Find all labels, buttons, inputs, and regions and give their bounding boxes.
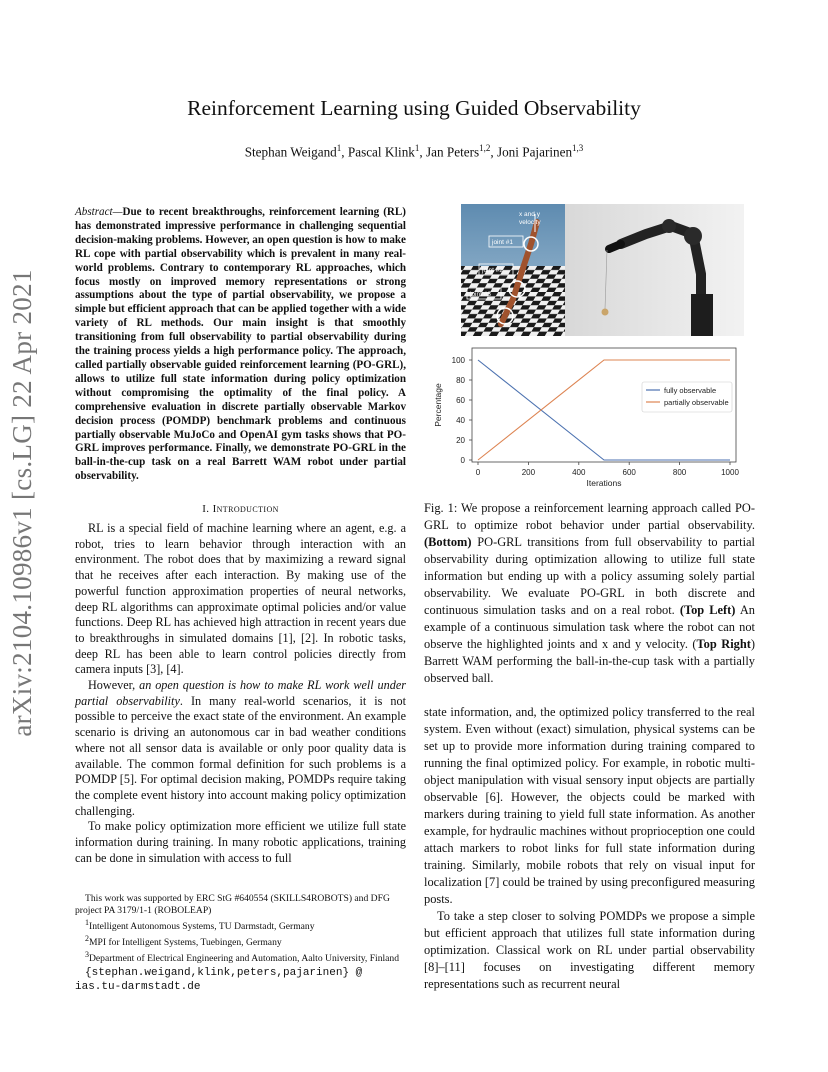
author-affiliation: 1 xyxy=(414,143,420,153)
paragraph: To make policy optimization more efficient we utilize full state information during training. In many robotic applications, training can be done in simulation with access to full xyxy=(75,819,406,865)
paragraph-text: However, xyxy=(88,678,140,693)
paragraph: RL is a special field of machine learning where an agent, e.g. a robot, tries to learn behavior through interaction with an environment. The robot does that by maximizing a reward signal that he receives after each interaction. By making use of the powerful function approximation properties of neural networks, deep RL algorithms can approximate optimal policies and/or value functions. Deep RL has achieved high attraction in recent years due to breakthroughs in simulated domains [1], [2]. In robotic tasks, deep RL has been able to learn control policies directly from camera inputs [3], [4]. xyxy=(75,521,406,677)
abstract xyxy=(75,206,406,484)
abstract-lead: Abstract— xyxy=(75,206,123,218)
section-title: Introduction xyxy=(212,503,279,515)
x-tick-label: 0 xyxy=(475,468,481,477)
label-joint-1: joint #1 xyxy=(492,239,513,246)
x-tick-label: 400 xyxy=(572,468,586,477)
abstract-text: Due to recent breakthroughs, reinforcement learning (RL) has demonstrated impressive performance in challenging sequential decision-making problems. However, an open question is how to make RL cope with partial observability which is prevalent in many real-world problems. Contrary to contemporary RL approaches, which focus mostly on improved memory representations or strong assumptions about the type of partial observability, we propose a simple but efficient approach that can be applied together with a wide variety of RL methods. Our main insight is that smoothly transitioning from full observability to partial observability during the training process yields a high performance policy. The approach, called partially observable guided reinforcement learning (PO-GRL), allows to utilize full state information during policy optimization without compromising the optimality of the final policy. A comprehensive evaluation in discrete partially observable Markov decision process (POMDP) benchmark problems and continuous partially observable MuJoCo and OpenAI gym tasks shows that PO-GRL improves performance. Finally, we demonstrate PO-GRL in the ball-in-the-cup task on a real Barrett WAM robot under partial observability. xyxy=(75,206,406,483)
legend-label: partially observable xyxy=(664,398,729,407)
footnote-affiliation: $^2$MPI for Intelligent Systems, Tuebingen, Germany xyxy=(85,934,282,949)
paragraph: state information, and, the optimized policy transferred to the real system. Even without (exact) simulation, physical systems can be set up to provide more information during training compared to running the final optimized policy. For example, in robotic multi-object manipulation with visual sensory input objects are partially observable [6]. However, the objects could be marked with markers during training to yield full state information. As another example, for hydraulic machines without proprioception one could attach markers to robot links for full state information during training. Similarly, mobile robots that rely on visual input for localization [7] could be trained by using preconfigured measuring posts. xyxy=(424,705,756,906)
y-tick-label: 20 xyxy=(456,436,465,445)
x-axis-label: Iterations xyxy=(586,478,622,488)
paper-title: Reinforcement Learning using Guided Observability xyxy=(187,96,641,120)
author-affiliation: 1 xyxy=(336,143,342,153)
footnote-text: Department of Electrical Engineering and Automation, Aalto University, Finland xyxy=(89,953,400,965)
footnotes xyxy=(75,893,406,994)
caption-bold: (Top Left) xyxy=(679,603,736,617)
x-tick-label: 800 xyxy=(672,468,687,477)
x-tick-label: 1000 xyxy=(721,468,739,477)
footnote-email: ias.tu-darmstadt.de xyxy=(75,980,201,993)
arxiv-sidebar-stamp: arXiv:2104.10986v1 [cs.LG] 22 Apr 2021 xyxy=(7,269,37,737)
caption-bold: (Bottom) xyxy=(424,535,472,549)
label-velocity: velocity xyxy=(519,219,541,226)
caption-text: ) Barrett WAM performing the ball-in-the-cup task with a partially observed ball. xyxy=(424,637,755,685)
x-tick-label: 600 xyxy=(622,468,636,477)
emphasized-text: an open question is how to make RL work well under partial observability xyxy=(75,678,406,708)
author-name: Joni Pajarinen xyxy=(496,144,573,160)
author-name: Jan Peters xyxy=(426,144,480,160)
author-list: Stephan Weigand$^1$, Pascal Klink$^1$, Jan Peters$^{1,2}$, Joni Pajarinen$^{1,3}$ xyxy=(244,143,584,160)
author-name: Stephan Weigand xyxy=(244,144,337,160)
caption-bold: Top Right xyxy=(696,637,751,651)
footnote-text: Intelligent Autonomous Systems, TU Darmstadt, Germany xyxy=(89,921,315,933)
observability-chart xyxy=(424,340,744,495)
footnote-email: {stephan.weigand,klink,peters,pajarinen} @ xyxy=(85,966,363,979)
y-axis-label: Percentage xyxy=(433,383,443,427)
label-velocity: x and y xyxy=(519,211,540,218)
section-number: I. xyxy=(202,503,210,515)
figure-photos xyxy=(461,204,744,336)
y-tick-label: 100 xyxy=(451,356,465,365)
y-tick-label: 0 xyxy=(460,456,465,465)
y-tick-label: 60 xyxy=(456,396,465,405)
label-joint-3: joint #3 xyxy=(470,291,491,298)
caption-text: Fig. 1: We propose a reinforcement learning approach called PO-GRL to optimize robot behavior under partial observability. xyxy=(424,501,755,532)
footnote-support: This work was supported by ERC StG #640554 (SKILLS4ROBOTS) and DFG project PA 3179/1-1 (ROBOLEAP) xyxy=(75,893,390,916)
author-name: Pascal Klink xyxy=(347,144,415,160)
chart-legend xyxy=(642,382,732,412)
chart-axes xyxy=(433,348,739,488)
paragraph xyxy=(75,678,406,819)
legend-label: fully observable xyxy=(664,386,717,395)
y-tick-label: 40 xyxy=(456,416,465,425)
robot-photo xyxy=(565,204,744,336)
section-heading-introduction xyxy=(75,503,406,515)
author-affiliation: 1,3 xyxy=(572,143,584,153)
footnote-affiliation: $^1$Intelligent Autonomous Systems, TU Darmstadt, Germany xyxy=(85,918,315,933)
footnote-text: MPI for Intelligent Systems, Tuebingen, Germany xyxy=(89,937,282,949)
footnote-affiliation: $^3$Department of Electrical Engineering and Automation, Aalto University, Finland xyxy=(85,950,400,965)
author-affiliation: 1,2 xyxy=(479,143,491,153)
paragraph-text: . In many real-world scenarios, it is not possible to perceive the exact state of the environment. An example scenario is driving an autonomous car in bad weather conditions where not all sensor data is available or only poor quality data is available. The common formal definition for such problems is a POMDP [5]. For optimal decision making, POMDPs require taking the complete event history into account making policy optimization challenging. xyxy=(75,693,406,818)
caption-text: An example of a continuous simulation task where the robot can not observe the highlighted joints and x and y velocity. ( xyxy=(424,603,755,651)
caption-text: PO-GRL transitions from full observability to partial observability during optimization allowing to utilize full state information but ending up with a policy assuming solely partial observability. We evaluate PO-GRL in both discrete and continuous simulation tasks and on a real robot. xyxy=(424,535,755,617)
x-tick-label: 200 xyxy=(521,468,536,477)
y-tick-label: 80 xyxy=(456,376,465,385)
label-joint-2: joint #2 xyxy=(482,267,503,274)
right-column-body xyxy=(424,704,755,993)
simulation-photo xyxy=(461,204,565,336)
figure-caption xyxy=(424,500,755,687)
intro-body xyxy=(75,521,406,866)
paragraph: To take a step closer to solving POMDPs we propose a simple but efficient approach that utilizes full state information during optimization. Classical work on RL under partial observability [8]–[11] focuses on investigating different memory representations such as recurrent neural xyxy=(424,909,755,991)
